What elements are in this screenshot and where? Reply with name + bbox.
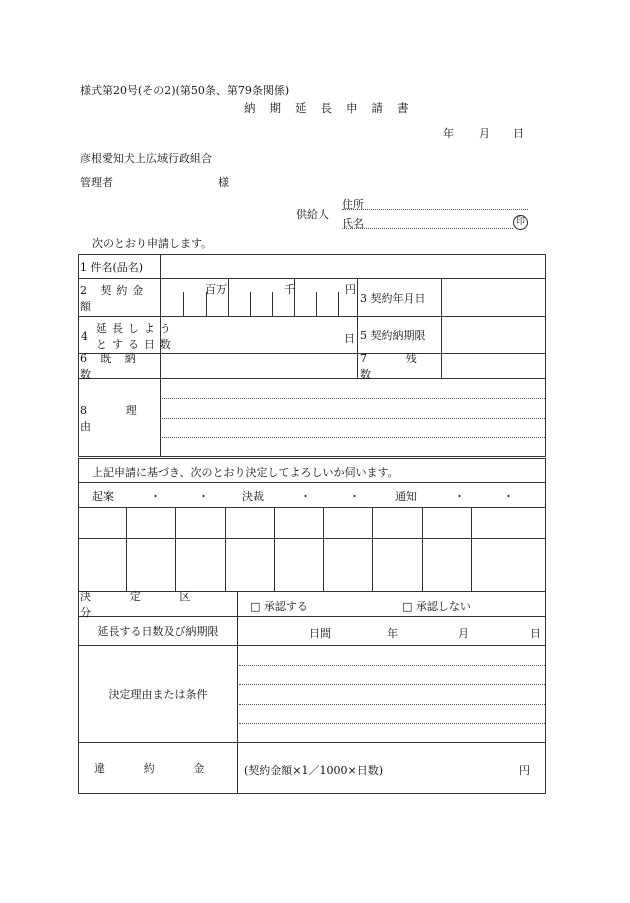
name-label: 氏名 (342, 217, 364, 230)
contract-deadline-label: 5 契約納期限 (360, 329, 426, 342)
deadline-year: 年 (387, 627, 398, 640)
tsuchi-dot-1: ・ (454, 490, 465, 503)
deadline-day: 日 (530, 627, 541, 640)
contract-date-field[interactable] (443, 279, 544, 316)
date-year: 年 (443, 127, 454, 140)
decision-reason-field[interactable] (239, 646, 544, 742)
row4-number: 4 (81, 330, 88, 343)
kessai-label: 決裁 (242, 490, 264, 503)
seal-icon: 印 (513, 215, 528, 230)
intro-text: 次のとおり申請します。 (92, 237, 213, 250)
extension-days-label-2: とする日数 (96, 338, 176, 351)
unit-thousand: 千 (284, 283, 295, 296)
reason-field[interactable] (162, 379, 544, 456)
subject-label: 1 件名(品名) (80, 260, 144, 274)
extension-days-unit-2: 日間 (309, 627, 331, 640)
kian-label: 起案 (92, 490, 114, 503)
deadline-month: 月 (458, 627, 469, 640)
unit-million: 百万 (205, 283, 227, 296)
penalty-formula: (契約金額×1／1000×日数) (244, 764, 384, 777)
unit-yen: 円 (345, 283, 356, 296)
contract-deadline-field[interactable] (443, 317, 544, 353)
manager-label: 管理者 (80, 176, 113, 189)
manager-suffix: 様 (218, 176, 229, 189)
delivered-qty-field[interactable] (162, 354, 356, 378)
kessai-dot-2: ・ (349, 490, 360, 503)
kessai-dot-1: ・ (300, 490, 311, 503)
date-day: 日 (513, 127, 524, 140)
form-number: 様式第20号(その2)(第50条、第79条関係) (80, 84, 290, 97)
supplier-label: 供給人 (296, 208, 329, 221)
address-line[interactable] (342, 209, 528, 210)
penalty-yen: 円 (519, 764, 530, 777)
extension-deadline-label: 延長する日数及び納期限 (97, 625, 219, 638)
decision-intro: 上記申請に基づき、次のとおり決定してよろしいか伺います。 (92, 466, 399, 479)
addressee: 彦根愛知犬上広域行政組合 (80, 152, 212, 165)
decision-reason-label: 決定理由または条件 (108, 688, 208, 701)
reason-label: 8 理 由 (80, 403, 155, 433)
remaining-qty-label: 7 残 数 (360, 352, 435, 381)
remaining-qty-field[interactable] (443, 354, 544, 378)
contract-amount-label: 2 契約金額 (80, 283, 149, 313)
extension-days-label-1: 延長しよう (96, 322, 176, 335)
form-title: 納 期 延 長 申 請 書 (244, 101, 414, 115)
address-label: 住所 (342, 198, 364, 211)
date-month: 月 (479, 127, 490, 140)
approve-checkbox[interactable]: □ 承認する (250, 600, 308, 613)
extension-days-unit: 日 (344, 332, 355, 345)
penalty-label: 違 約 金 (94, 762, 222, 775)
name-line[interactable] (342, 228, 513, 229)
tsuchi-dot-2: ・ (503, 490, 514, 503)
reject-checkbox[interactable]: □ 承認しない (402, 600, 471, 613)
contract-date-label: 3 契約年月日 (360, 291, 426, 305)
decision-type-label: 決 定 区 分 (80, 590, 208, 619)
subject-field[interactable] (162, 255, 544, 278)
delivered-qty-label: 6 既 納 数 (80, 352, 141, 381)
kian-dot-1: ・ (150, 490, 161, 503)
tsuchi-label: 通知 (395, 490, 417, 503)
kian-dot-2: ・ (198, 490, 209, 503)
